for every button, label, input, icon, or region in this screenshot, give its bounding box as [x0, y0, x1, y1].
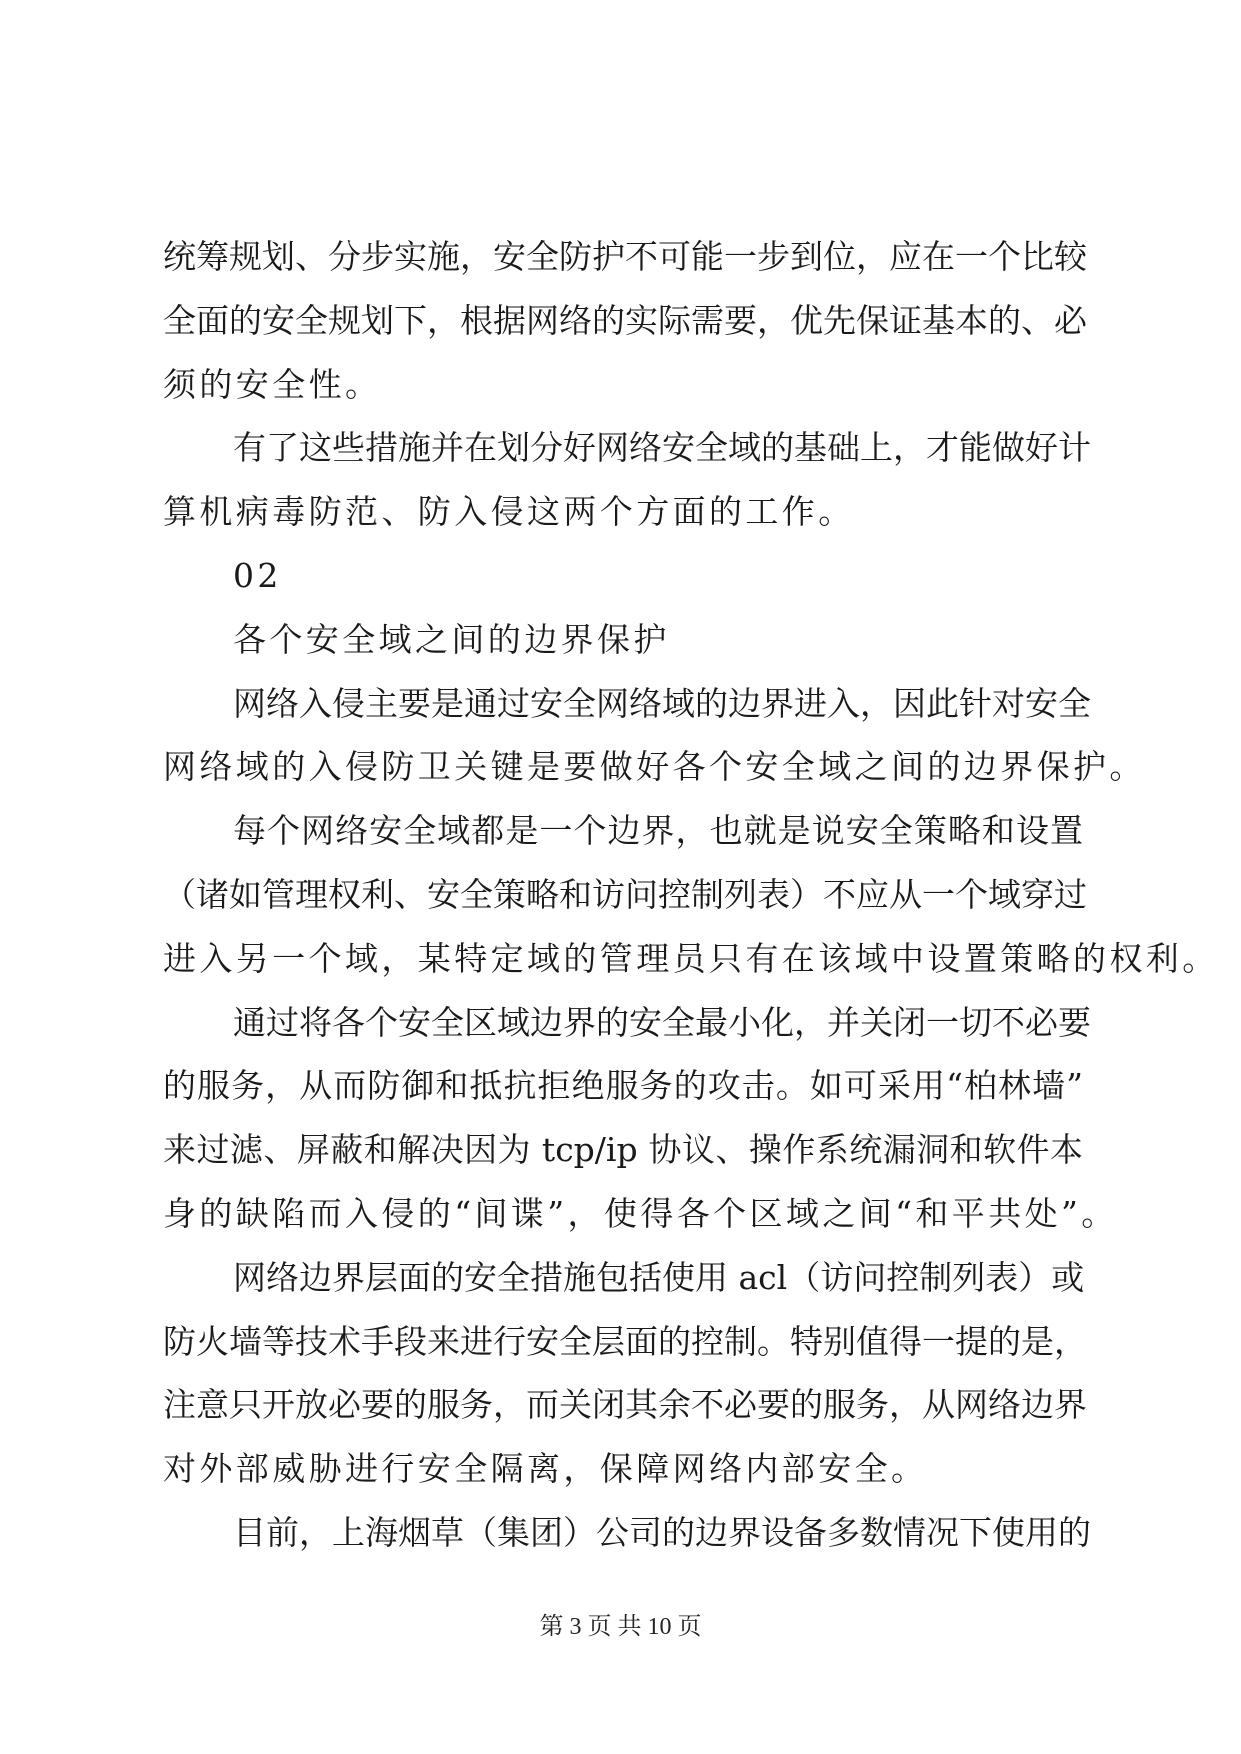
- text-line: 各个安全域之间的边界保护: [233, 619, 670, 659]
- text-line: 防火墙等技术手段来进行安全层面的控制。特别值得一提的是，: [163, 1321, 1087, 1361]
- text-line: （诸如管理权利、安全策略和访问控制列表）不应从一个域穿过: [163, 874, 1087, 914]
- text-line: 每个网络安全域都是一个边界，也就是说安全策略和设置: [233, 811, 1083, 851]
- text-line: 网络边界层面的安全措施包括使用 acl（访问控制列表）或: [233, 1257, 1085, 1297]
- text-line: 算机病毒防范、防入侵这两个方面的工作。: [163, 492, 855, 532]
- text-line: 身的缺陷而入侵的“间谍”，使得各个区域之间“和平共处”。: [163, 1193, 1118, 1233]
- text-line: 网络入侵主要是通过安全网络域的边界进入，因此针对安全: [233, 683, 1091, 723]
- text-line: 进入另一个域，某特定域的管理员只有在该域中设置策略的权利。: [163, 938, 1219, 978]
- text-line: 有了这些措施并在划分好网络安全域的基础上，才能做好计: [233, 428, 1091, 468]
- text-line: 02: [233, 555, 282, 595]
- page-footer: 第 3 页 共 10 页: [539, 1614, 702, 1640]
- text-line: 的服务，从而防御和抵抗拒绝服务的攻击。如可采用“柏林墙”: [163, 1066, 1083, 1106]
- text-line: 通过将各个安全区域边界的安全最小化，并关闭一切不必要: [233, 1002, 1091, 1042]
- text-line: 全面的安全规划下，根据网络的实际需要，优先保证基本的、必: [163, 300, 1087, 340]
- text-line: 来过滤、屏蔽和解决因为 tcp/ip 协议、操作系统漏洞和软件本: [163, 1130, 1083, 1170]
- text-line: 对外部威胁进行安全隔离，保障网络内部安全。: [163, 1449, 928, 1489]
- text-line: 须的安全性。: [163, 364, 382, 404]
- text-line: 目前，上海烟草（集团）公司的边界设备多数情况下使用的: [233, 1512, 1091, 1552]
- text-line: 网络域的入侵防卫关键是要做好各个安全域之间的边界保护。: [163, 747, 1146, 787]
- text-line: 注意只开放必要的服务，而关闭其余不必要的服务，从网络边界: [163, 1385, 1087, 1425]
- document-body: [163, 225, 1219, 1565]
- text-line: 统筹规划、分步实施，安全防护不可能一步到位，应在一个比较: [163, 237, 1087, 276]
